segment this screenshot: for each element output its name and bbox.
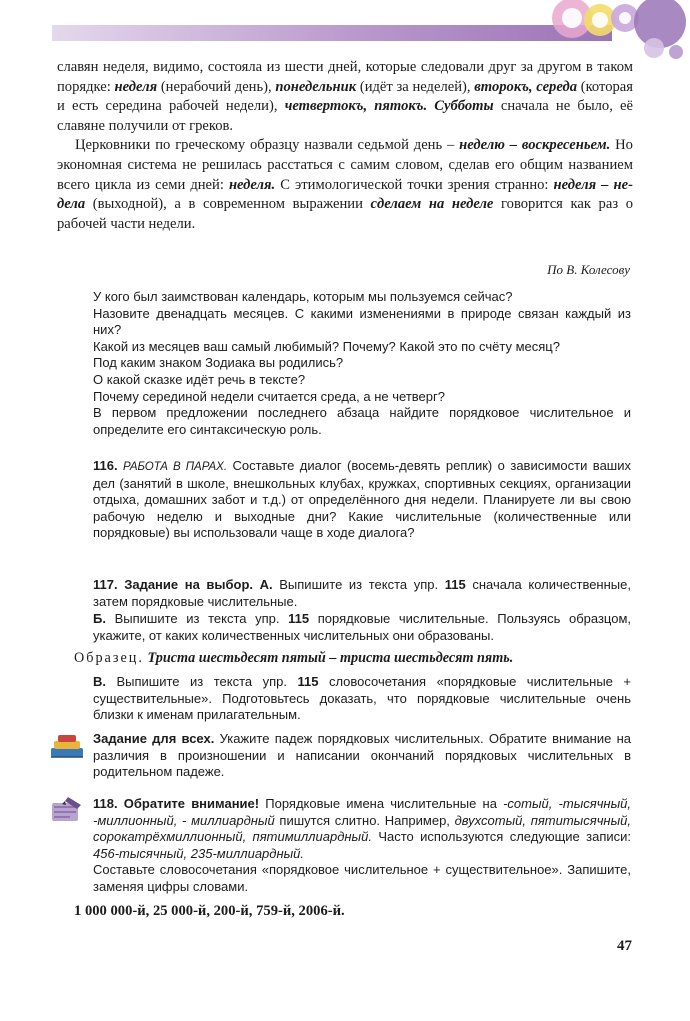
reference-number: 115 [444,577,466,592]
emphasized-word: неделя. [228,176,276,193]
exercise-118 [93,796,631,896]
emphasized-word: неделя [114,78,158,95]
numbers-line: 1 000 000-й, 25 000-й, 200-й, 759-й, 2006-й. [74,903,345,919]
question-item: У кого был заимствован календарь, которым мы пользуемся сейчас? [93,289,513,304]
text-run: сначала не было, её славяне получили от греков. [57,98,633,134]
task-for-all [93,731,631,781]
emphasized-word: сделаем на неделе [370,196,494,213]
exercise-title: Обратите внимание! [123,796,260,811]
exercise-text: пишутся слитно. Например, [274,812,455,828]
paragraph-1 [57,58,633,136]
emphasized-word: четвертокъ, пятокъ. Субботы [284,98,494,115]
author-signature: По В. Колесову [547,262,630,277]
option-v-text-end: словосочетания «порядковые числительные + существительные». Подготовьтесь доказать, что порядковые числительные очень близки к именам прилагательным. [93,674,631,723]
reference-number: 115 [297,674,319,689]
reference-number: 115 [288,611,310,626]
text-run: С этимологической точки зрения странно: [275,176,554,193]
option-a-text: Выпишите из текста упр. [272,577,445,592]
questions-list [93,289,631,438]
exercise-title: Задание на выбор. [124,577,254,592]
header-band [52,25,612,41]
exercise-tag: РАБОТА В ПАРАХ. [123,461,228,473]
question-item: О какой сказке идёт речь в тексте? [93,371,306,387]
question-item: Под каким знаком Зодиака вы родились? [93,355,344,371]
text-run: Церковники по греческому образцу назвали седьмой день – [75,137,460,154]
exercise-instruction: Составьте словосочетания «порядковое числительное + существительное». Запишите, заменяя цифры словами. [93,862,631,894]
exercise-text: Часто используются следующие записи: [371,829,631,845]
exercise-number: 117. [93,577,118,592]
sample-line [74,650,634,667]
exercise-117-b [93,611,631,644]
task-title: Задание для всех. [93,731,215,746]
emphasized-word: второкъ, середа [474,78,577,95]
sample-text: Триста шестьдесят пятый – триста шестьдесят пять. [147,650,514,666]
word-examples: двухсотый, пятитысячный, сорокатрёхмиллионный, пятимиллиардный. [93,812,631,845]
emphasized-word: понедельник [275,78,357,95]
option-a-label: А. [259,577,273,592]
exercise-text: Порядковые имена числительные на [259,796,504,811]
notation-examples: 456-тысячный, 235-миллиардный. [93,845,305,861]
exercise-text: Составьте диалог (восемь-девять реплик) о зависимости ваших дел (занятий в школе, внешкольных клубах, кружках, спортивных секциях, организации отдыха, домашних забот и т.д.) от определённого дня недели. Планируете ли вы свою рабочую неделю и выходные дни? Какие числительные (количественные или порядковые) вы использовали чаще в ходе диалога? [93,458,631,541]
exercise-117-a [93,577,631,610]
exercise-116 [93,458,631,542]
text-run: (нерабочий день), [157,78,276,95]
exercise-number: 118. [93,796,118,811]
suffix-examples: -сотый, -тысячный, -миллионный, - миллиардный [93,796,631,828]
text-run: (которая и есть середина рабочей недели), [57,78,633,115]
task-text: Укажите падеж порядковых числительных. Обратите внимание на различия в произношении и написании окончаний порядковых числительных в родительном падеже. [93,731,631,780]
emphasized-word: неделю – воскресеньем. [459,137,611,154]
text-run: (выходной), а в современном выражении [85,196,371,213]
option-b-text-end: порядковые числительные. Пользуясь образцом, укажите, от каких количественных числительных они образованы. [93,611,631,643]
option-a-text-end: сначала количественные, затем порядковые числительные. [93,577,631,609]
option-b-text: Выпишите из текста упр. [105,611,289,626]
question-item: Назовите двенадцать месяцев. С какими изменениями в природе связан каждый из них? [93,305,631,338]
text-run: (идёт за неделей), [356,78,475,95]
text-run: славян неделя, видимо, состояла из шести дней, которые следовали друг за другом в таком порядке: [57,59,633,95]
text-run: говорится как раз о рабочей части недели. [57,196,633,232]
sample-label: Образец. [74,650,144,666]
option-v-text: Выпишите из текста упр. [106,674,298,689]
text-run: Но экономная система не решилась расстаться с самим словом, сделав его общим названием всего цикла из семи дней: [57,137,633,193]
option-b-label: Б. [93,611,106,626]
paragraph-2 [57,136,633,234]
exercise-117-v [93,674,631,724]
exercise-number: 116. [93,458,118,473]
question-item: Какой из месяцев ваш самый любимый? Почему? Какой это по счёту месяц? [93,338,560,354]
question-item: Почему серединой недели считается среда, а не четверг? [93,388,445,404]
page-number: 47 [617,938,632,954]
emphasized-word: неделя – не-дела [57,176,633,213]
option-v-label: В. [93,674,106,689]
pen-writing-icon [48,795,84,825]
main-text [57,58,633,234]
question-item: В первом предложении последнего абзаца найдите порядковое числительное и определите его синтаксическую роль. [93,405,631,437]
books-icon [48,732,86,762]
